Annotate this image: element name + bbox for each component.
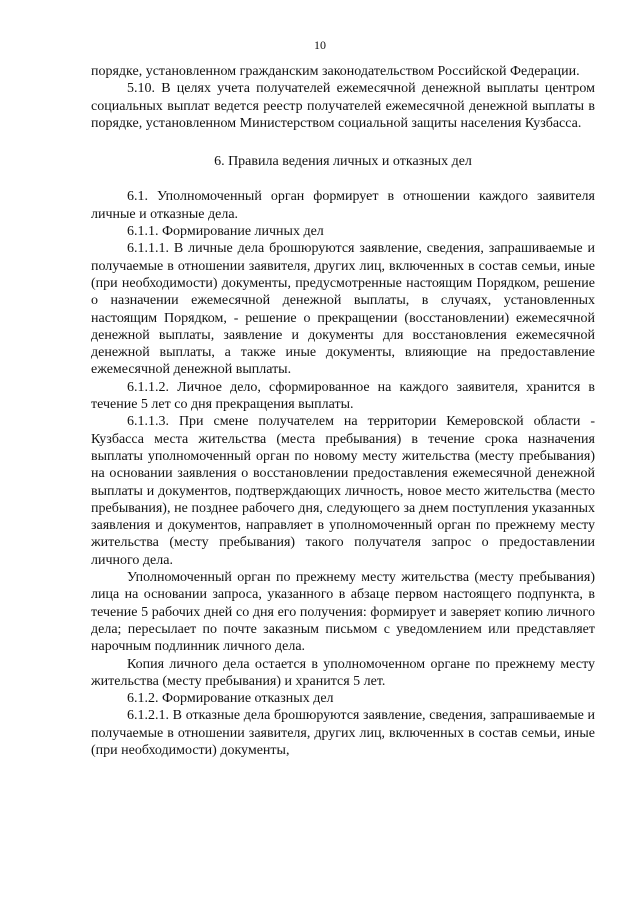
paragraph-6-1: 6.1. Уполномоченный орган формирует в отношении каждого заявителя личные и отказные дела. xyxy=(91,189,595,222)
paragraph-copy-of-file: Копия личного дела остается в уполномоченном органе по прежнему месту жительства (месту пребывания) и хранится 5 лет. xyxy=(91,656,595,689)
paragraph-5-10: 5.10. В целях учета получателей ежемесячной денежной выплаты центром социальных выплат ведется реестр получателей ежемесячной денежной выплаты в порядке, установленном Министерством социальной защиты населения Кузбасса. xyxy=(91,81,595,131)
section-heading: 6. Правила ведения личных и отказных дел xyxy=(214,154,472,170)
page-number: 10 xyxy=(314,38,326,52)
paragraph-6-1-2: 6.1.2. Формирование отказных дел xyxy=(127,691,334,707)
paragraph-6-1-1: 6.1.1. Формирование личных дел xyxy=(127,224,324,240)
paragraph-6-1-1-3: 6.1.1.3. При смене получателем на территории Кемеровской области - Кузбасса места жительства (места пребывания) в течение срока назначения выплаты уполномоченный орган по новому месту жительства (месту пребывания) на основании заявления о восстановлении предоставления ежемесячной денежной выплаты и документов, подтверждающих личность, новое место жительства (место пребывания), не позднее рабочего дня, следующего за днем поступления указанных заявления и документов, направляет в уполномоченный орган по прежнему месту жительства (месту пребывания) такого получателя запрос о предоставлении личного дела. xyxy=(91,414,595,568)
paragraph-6-1-1-2: 6.1.1.2. Личное дело, сформированное на каждого заявителя, хранится в течение 5 лет со дня прекращения выплаты. xyxy=(91,379,595,413)
paragraph-continuation: порядке, установленном гражданским законодательством Российской Федерации. xyxy=(91,64,580,79)
document-body xyxy=(91,63,595,759)
paragraph-authority-previous-residence: Уполномоченный орган по прежнему месту жительства (месту пребывания) лица на основании запроса, указанного в абзаце первом настоящего подпункта, в течение 5 рабочих дней со дня его получения: формирует и заверяет копию личного дела; пересылает по почте заказным письмом с уведомлением или представляет нарочным подлинник личного дела. xyxy=(91,570,595,655)
paragraph-6-1-1-1: 6.1.1.1. В личные дела брошюруются заявление, сведения, запрашиваемые и получаемые в отношении заявителя, других лиц, включенных в состав семьи, иные (при необходимости) документы, предусмотренные настоящим Порядком, решение о назначении ежемесячной денежной выплаты, в случаях, установленных настоящим Порядком, - решение о прекращении (восстановлении) ежемесячной денежной выплаты, заявление и документы для восстановления ежемесячной денежной выплаты, а также иные документы, влияющие на предоставление ежемесячной денежной выплаты. xyxy=(91,241,595,378)
paragraph-6-1-2-1: 6.1.2.1. В отказные дела брошюруются заявление, сведения, запрашиваемые и получаемые в отношении заявителя, других лиц, включенных в состав семьи, иные (при необходимости) документы, xyxy=(91,708,595,758)
